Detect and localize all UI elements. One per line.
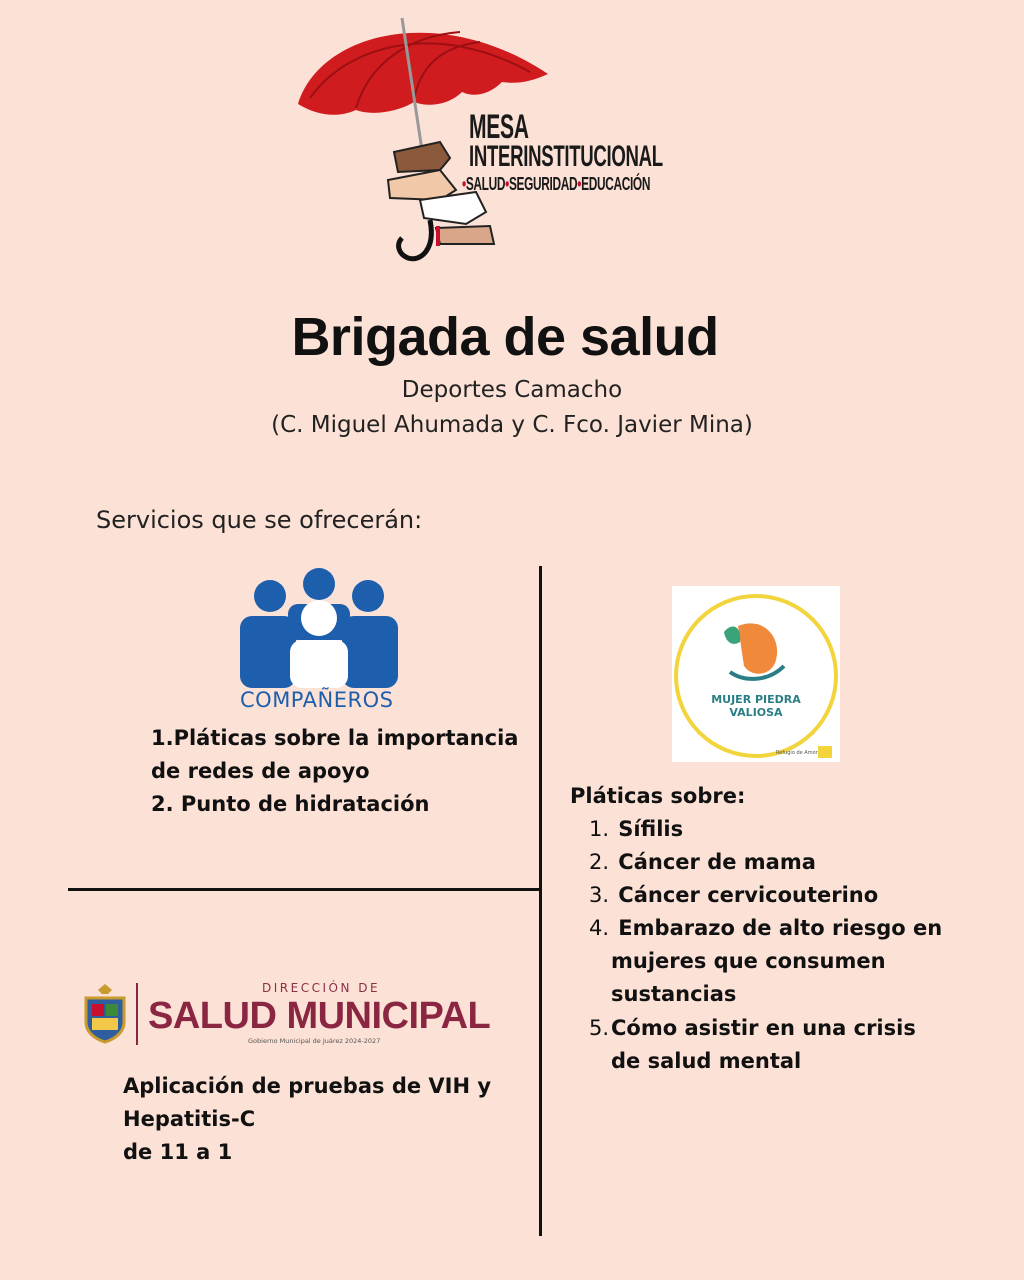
logo-line-areas: •SALUD•SEGURIDAD•EDUCACIÓN <box>462 174 651 194</box>
umbrella-handle <box>399 220 432 259</box>
companeros-logo-text: COMPAÑEROS <box>240 688 394 712</box>
list-item-continuation: mujeres que consumen <box>611 949 886 973</box>
mujer-piedra-name: MUJER PIEDRA VALIOSA <box>711 693 801 719</box>
venue-address: (C. Miguel Ahumada y C. Fco. Javier Mina) <box>271 412 753 438</box>
salud-municipal-services <box>123 1070 491 1169</box>
salud-municipal-name: SALUD MUNICIPAL <box>148 995 491 1037</box>
list-item-continuation: de salud mental <box>611 1049 802 1073</box>
salud-municipal-separator <box>136 983 138 1045</box>
companeros-people-icon <box>238 564 400 688</box>
page-title: Brigada de salud <box>291 307 719 367</box>
coat-of-arms-icon <box>82 980 128 1046</box>
hand-tan <box>436 226 494 244</box>
salud-municipal-header: DIRECCIÓN DE <box>262 981 381 995</box>
logo-line-interinstitucional: INTERINSTITUCIONAL <box>469 140 663 173</box>
companeros-service-line: 2. Punto de hidratación <box>151 792 430 816</box>
mujer-piedra-ring-icon <box>672 586 840 762</box>
companeros-service-line: 1.Pláticas sobre la importancia <box>151 726 519 750</box>
companeros-services <box>151 722 518 821</box>
salud-service-line: de 11 a 1 <box>123 1140 233 1164</box>
vertical-divider <box>539 566 542 1236</box>
horizontal-divider <box>68 888 540 891</box>
salud-service-line: Aplicación de pruebas de VIH y <box>123 1074 492 1098</box>
services-heading: Servicios que se ofrecerán: <box>96 506 423 534</box>
talks-heading: Pláticas sobre: <box>570 784 746 808</box>
logo-line-mesa: MESA <box>469 108 529 146</box>
salud-municipal-gov: Gobierno Municipal de Juárez 2024-2027 <box>248 1037 381 1045</box>
mujer-piedra-sub: Refugio de Amor <box>776 750 818 756</box>
hand-brown <box>394 142 450 172</box>
venue-name: Deportes Camacho <box>401 377 623 403</box>
list-item-continuation: sustancias <box>611 982 737 1006</box>
salud-service-line: Hepatitis-C <box>123 1107 256 1131</box>
companeros-service-line: de redes de apoyo <box>151 759 370 783</box>
